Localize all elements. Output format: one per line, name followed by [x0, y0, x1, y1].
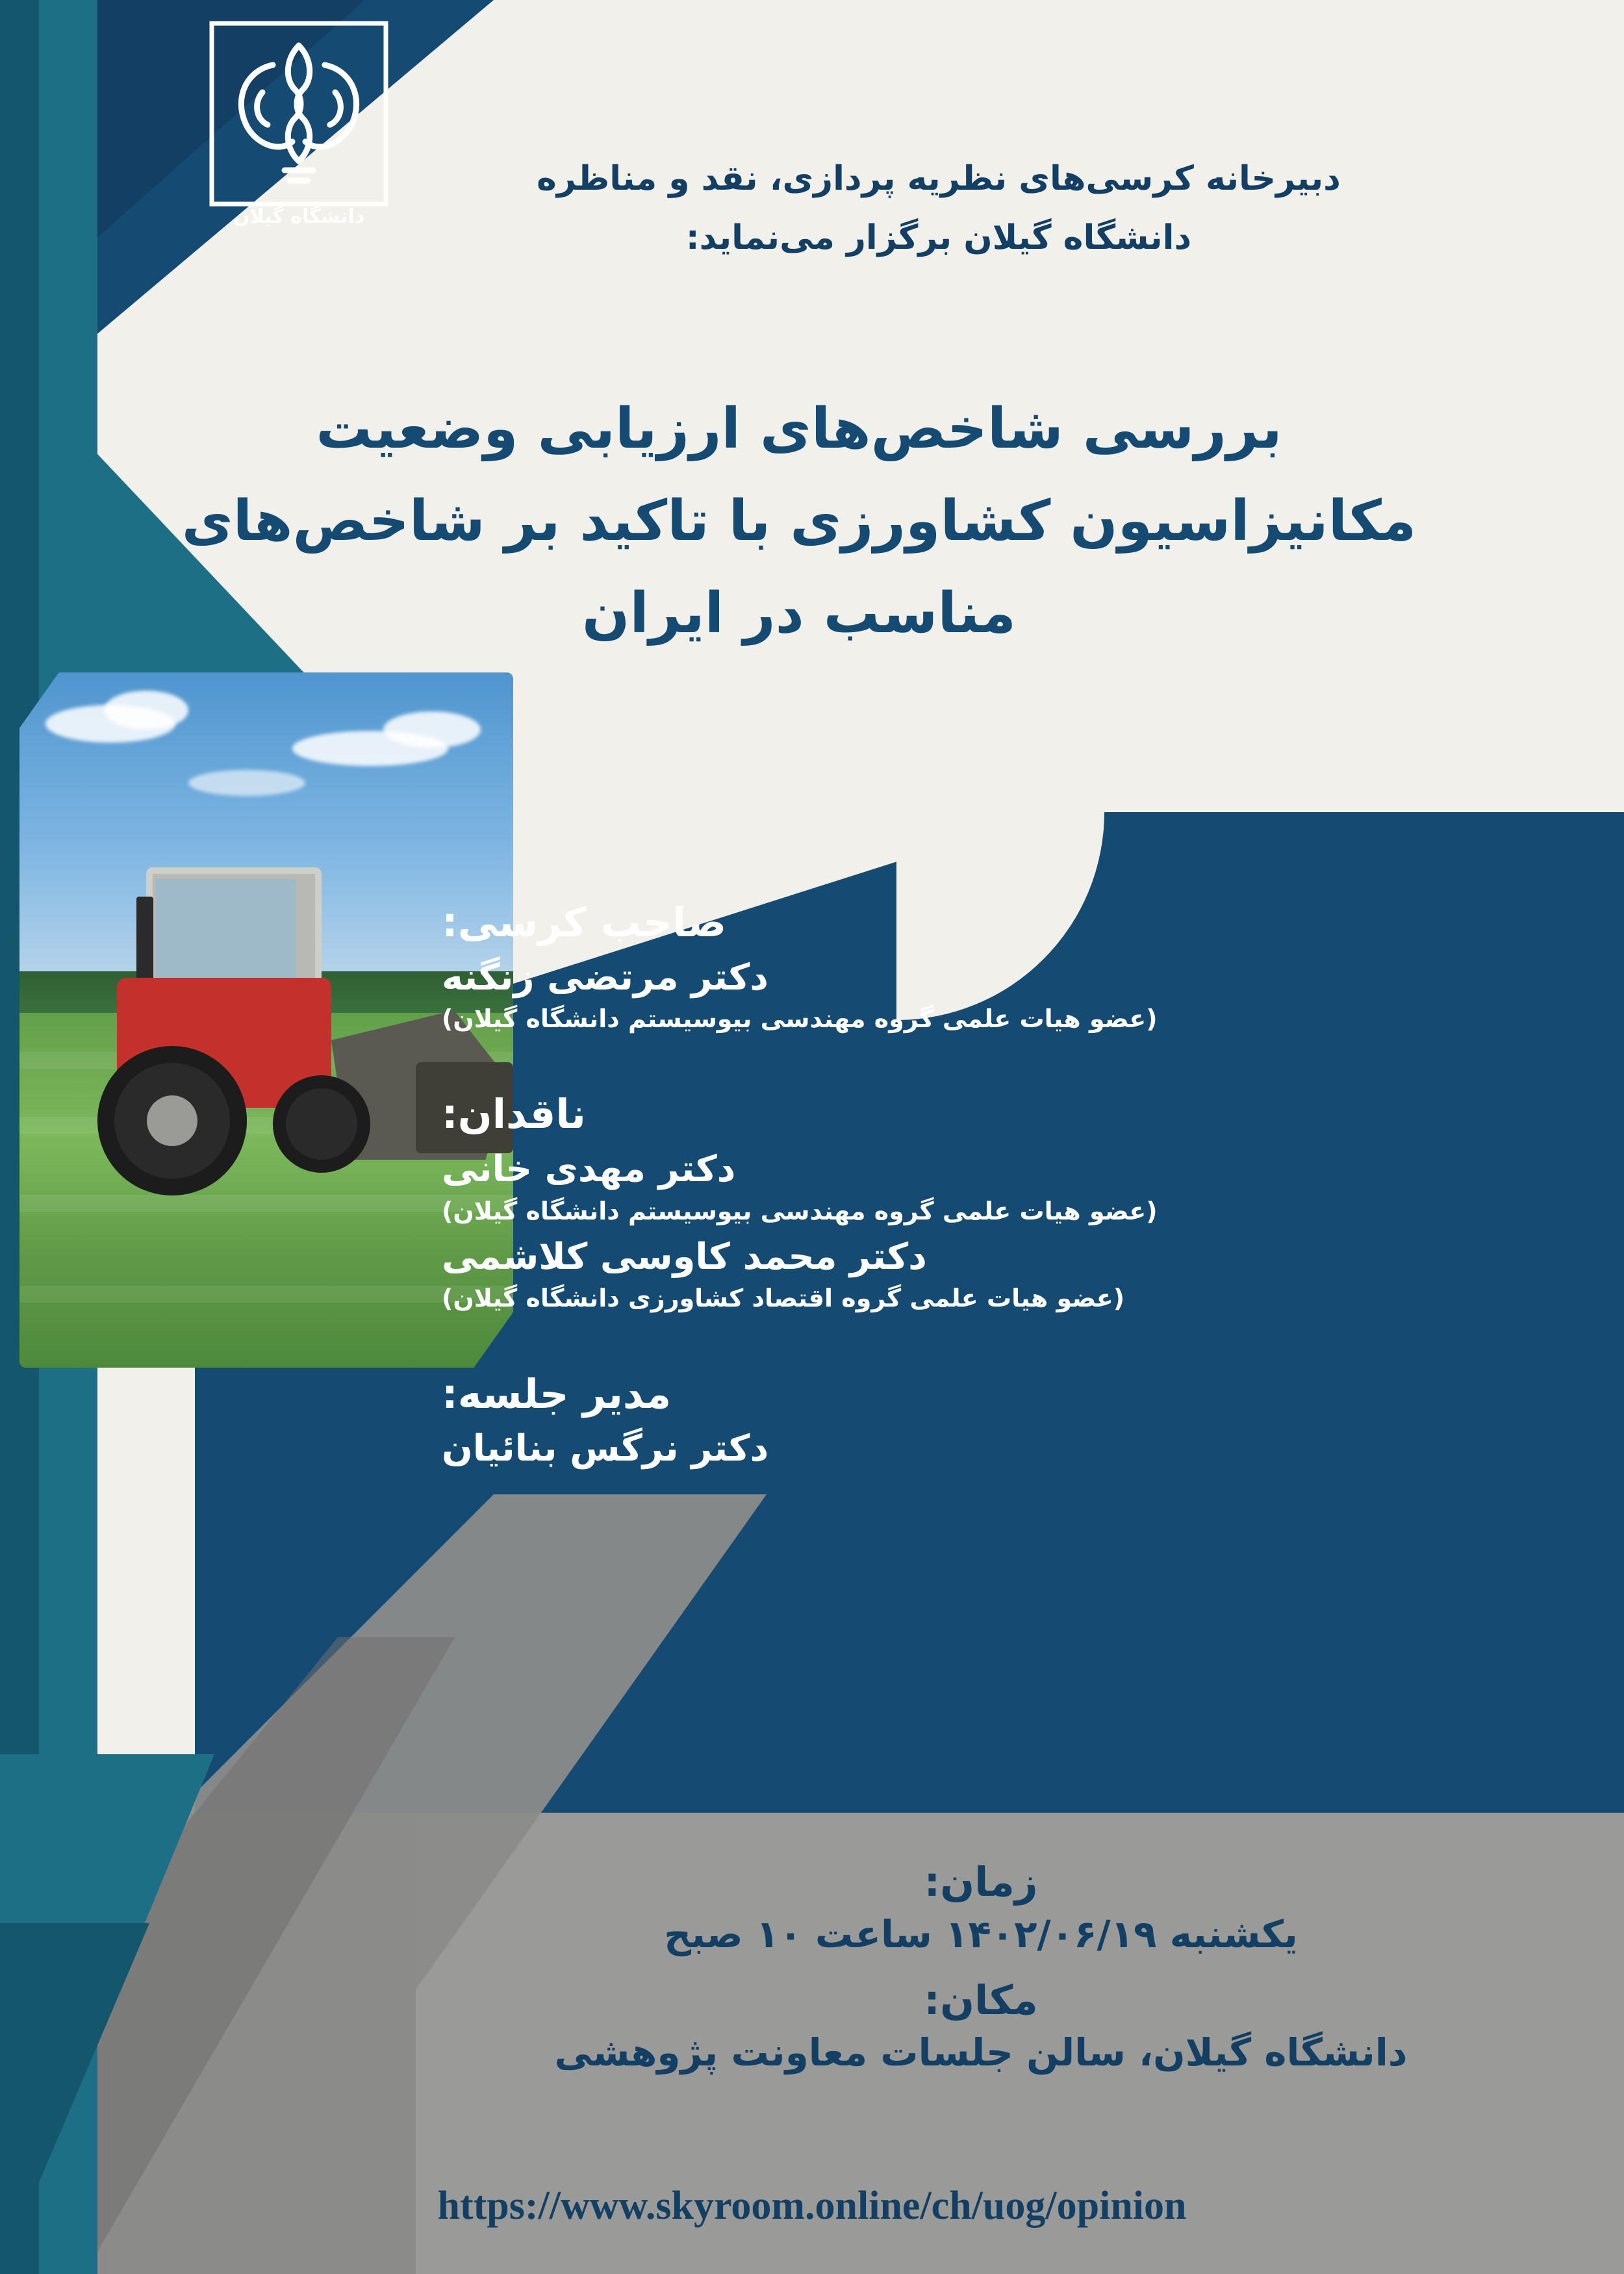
- time-value: یکشنبه ۱۴۰۲/۰۶/۱۹ ساعت ۱۰ صبح: [664, 1912, 1298, 1957]
- photo-cloud: [104, 691, 188, 730]
- schedule-section: [416, 1858, 1546, 2095]
- photo-cloud: [383, 711, 481, 748]
- place-value: دانشگاه گیلان، سالن جلسات معاونت پژوهشی: [554, 2030, 1408, 2075]
- photo-tractor-rear-wheel: [97, 1046, 247, 1195]
- critics-role-label: ناقدان:: [442, 1090, 586, 1138]
- tractor-photo: [19, 672, 513, 1368]
- time-label: زمان:: [924, 1858, 1038, 1906]
- header-presenter-text: [468, 149, 1410, 268]
- critic-2-name: دکتر محمد کاوسی کلاشمی: [442, 1235, 927, 1278]
- university-logo: [195, 13, 409, 273]
- header-line-1: دبیرخانه کرسی‌های نظریه پردازی، نقد و مناظره: [537, 159, 1341, 198]
- university-logo-caption: دانشگاه گیلان: [233, 205, 365, 228]
- photo-tractor-cab-glass: [156, 879, 296, 983]
- chair-name: دکتر مرتضی زنگنه: [442, 956, 769, 999]
- chair-role-label: صاحب کرسی:: [442, 899, 727, 946]
- title-line-2: مکانیزاسیون کشاورزی با تاکید بر شاخص‌های: [181, 488, 1417, 554]
- title-line-3: مناسب در ایران: [582, 580, 1016, 646]
- chair-affiliation: (عضو هیات علمی گروه مهندسی بیوسیستم دانشگاه گیلان): [442, 1004, 1158, 1034]
- moderator-name: دکتر نرگس بنائیان: [442, 1427, 769, 1470]
- title-line-1: بررسی شاخص‌های ارزیابی وضعیت: [316, 396, 1282, 461]
- meeting-link[interactable]: https://www.skyroom.online/ch/uog/opinion: [437, 2184, 1187, 2228]
- moderator-role-label: مدیر جلسه:: [442, 1370, 672, 1418]
- photo-tractor-front-wheel: [273, 1075, 370, 1173]
- page-title: [123, 383, 1475, 660]
- participants-section: [442, 897, 1546, 1474]
- header-line-2: دانشگاه گیلان برگزار می‌نماید:: [685, 218, 1192, 257]
- critic-1-name: دکتر مهدی خانی: [442, 1147, 736, 1190]
- place-label: مکان:: [924, 1976, 1038, 2024]
- university-emblem-icon: [208, 19, 390, 208]
- critic-2-affiliation: (عضو هیات علمی گروه اقتصاد کشاورزی دانشگاه گیلان): [442, 1284, 1125, 1313]
- critic-1-affiliation: (عضو هیات علمی گروه مهندسی بیوسیستم دانشگاه گیلان): [442, 1196, 1158, 1225]
- photo-cloud: [188, 770, 305, 796]
